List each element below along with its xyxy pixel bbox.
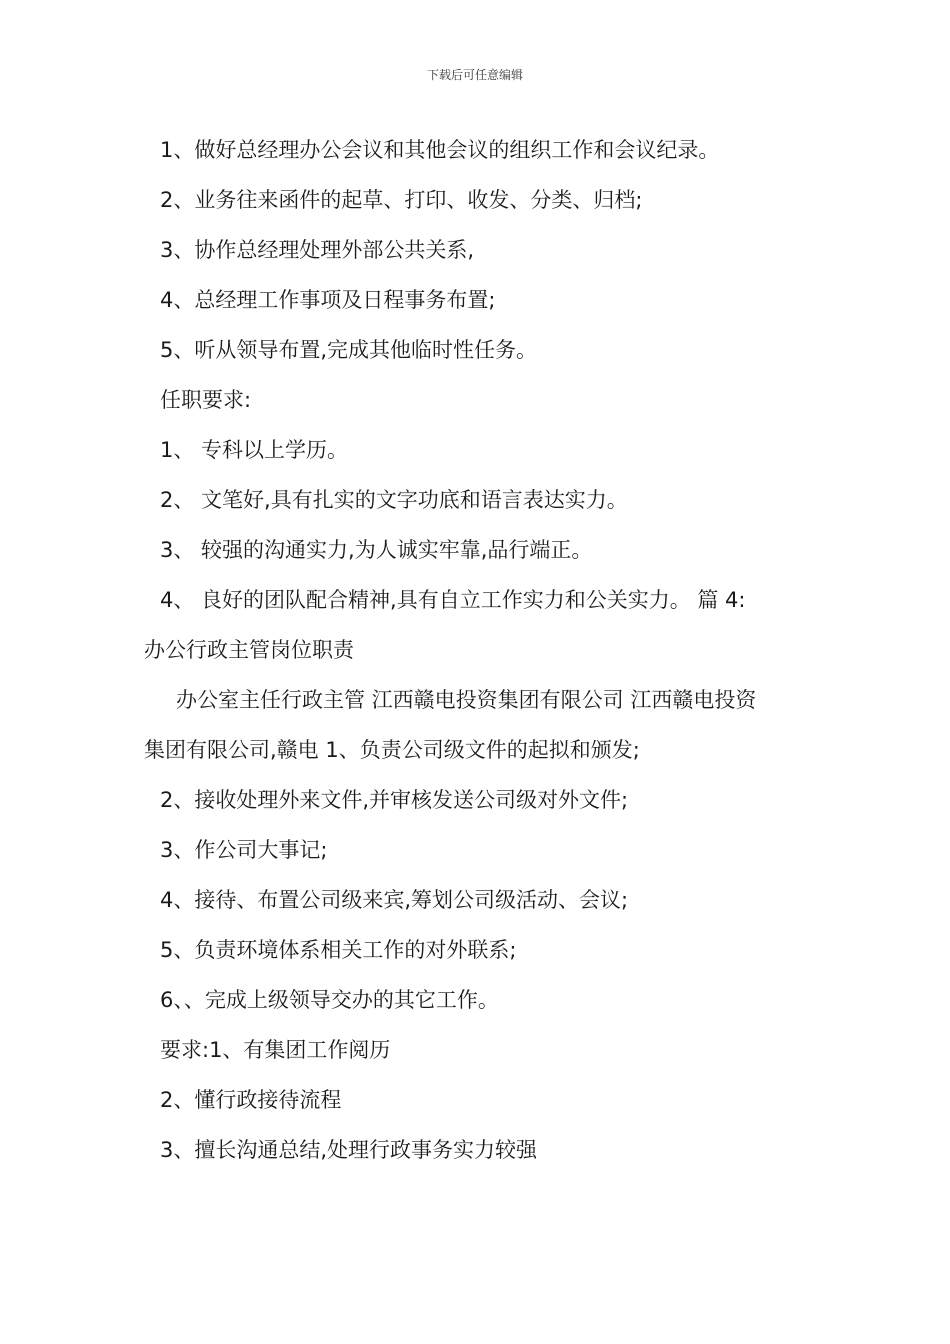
duty-item-3: 3、协作总经理处理外部公共关系,: [160, 238, 475, 262]
requirement-item-2: 2、 文笔好,具有扎实的文字功底和语言表达实力。: [160, 488, 628, 512]
duty-item-1: 1、做好总经理办公会议和其他会议的组织工作和会议纪录。: [160, 138, 720, 162]
duty-item-5: 5、听从领导布置,完成其他临时性任务。: [160, 338, 538, 362]
duty-item-5b: 5、负责环境体系相关工作的对外联系;: [160, 938, 517, 962]
requirement-b-item-1: 要求:1、有集团工作阅历: [160, 1038, 391, 1062]
requirements-heading: 任职要求:: [160, 388, 252, 412]
position-intro-continued: 集团有限公司,赣电 1、负责公司级文件的起拟和颁发;: [144, 738, 640, 762]
requirement-b-item-3: 3、擅长沟通总结,处理行政事务实力较强: [160, 1138, 538, 1162]
section-title: 办公行政主管岗位职责: [144, 638, 354, 662]
duty-item-2b: 2、接收处理外来文件,并审核发送公司级对外文件;: [160, 788, 629, 812]
requirement-b-item-2: 2、懂行政接待流程: [160, 1088, 342, 1112]
duty-item-4b: 4、接待、布置公司级来宾,筹划公司级活动、会议;: [160, 888, 629, 912]
requirement-item-1: 1、 专科以上学历。: [160, 438, 349, 462]
requirement-item-3: 3、 较强的沟通实力,为人诚实牢靠,品行端正。: [160, 538, 593, 562]
duty-item-6b: 6、、完成上级领导交办的其它工作。: [160, 988, 499, 1012]
duty-item-4: 4、总经理工作事项及日程事务布置;: [160, 288, 496, 312]
duty-item-3b: 3、作公司大事记;: [160, 838, 328, 862]
duty-item-2: 2、业务往来函件的起草、打印、收发、分类、归档;: [160, 188, 643, 212]
requirement-item-4: 4、 良好的团队配合精神,具有自立工作实力和公关实力。 篇 4:: [160, 588, 746, 612]
position-intro: 办公室主任行政主管 江西赣电投资集团有限公司 江西赣电投资: [176, 688, 757, 712]
page-header: 下载后可任意编辑: [426, 68, 523, 82]
